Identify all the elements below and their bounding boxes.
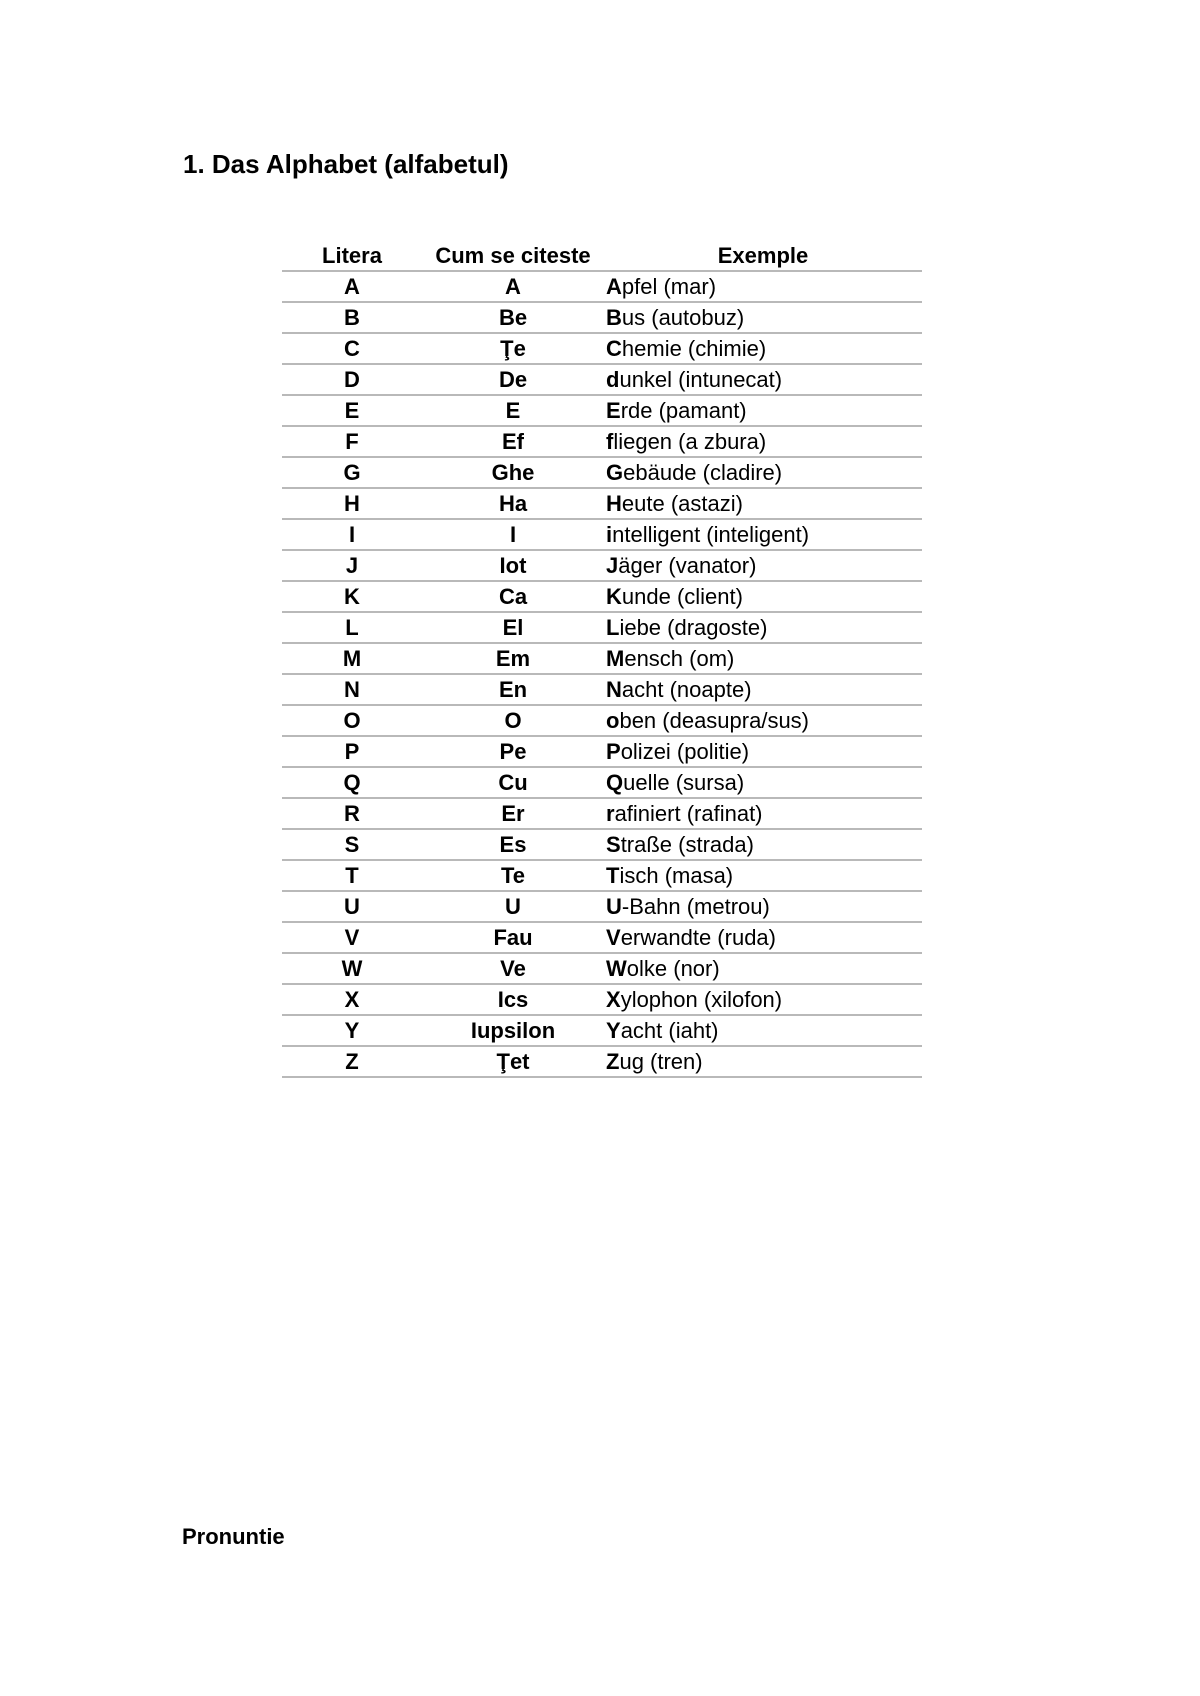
table-row bbox=[282, 953, 922, 984]
letter-cell: J bbox=[282, 550, 422, 581]
table-row bbox=[282, 736, 922, 767]
letter-cell: I bbox=[282, 519, 422, 550]
example-text: isch (masa) bbox=[619, 863, 734, 888]
example-cell bbox=[604, 364, 922, 395]
alphabet-table bbox=[282, 241, 922, 1078]
example-cell bbox=[604, 922, 922, 953]
example-text: unde (client) bbox=[621, 584, 743, 609]
example-cell bbox=[604, 271, 922, 302]
example-initial: f bbox=[606, 429, 614, 454]
column-header-reading: Cum se citeste bbox=[422, 241, 604, 271]
table-row bbox=[282, 426, 922, 457]
table-row bbox=[282, 333, 922, 364]
example-text: -Bahn (metrou) bbox=[621, 894, 770, 919]
reading-cell: Ha bbox=[422, 488, 604, 519]
example-initial: U bbox=[606, 894, 622, 919]
example-initial: W bbox=[606, 956, 627, 981]
table-row bbox=[282, 457, 922, 488]
table-row bbox=[282, 302, 922, 333]
table-row bbox=[282, 395, 922, 426]
example-text: ebäude (cladire) bbox=[623, 460, 783, 485]
letter-cell: B bbox=[282, 302, 422, 333]
example-cell bbox=[604, 519, 922, 550]
example-text: ben (deasupra/sus) bbox=[619, 708, 810, 733]
example-text: rde (pamant) bbox=[620, 398, 747, 423]
letter-cell: K bbox=[282, 581, 422, 612]
table-row bbox=[282, 581, 922, 612]
example-text: iebe (dragoste) bbox=[619, 615, 768, 640]
example-cell bbox=[604, 891, 922, 922]
reading-cell: Ghe bbox=[422, 457, 604, 488]
letter-cell: M bbox=[282, 643, 422, 674]
reading-cell: E bbox=[422, 395, 604, 426]
reading-cell: Iupsilon bbox=[422, 1015, 604, 1046]
table-row bbox=[282, 1046, 922, 1077]
reading-cell: Cu bbox=[422, 767, 604, 798]
letter-cell: Q bbox=[282, 767, 422, 798]
example-text: acht (iaht) bbox=[620, 1018, 719, 1043]
example-initial: B bbox=[606, 305, 622, 330]
example-text: unkel (intunecat) bbox=[619, 367, 783, 392]
example-initial: K bbox=[606, 584, 622, 609]
example-cell bbox=[604, 953, 922, 984]
example-initial: r bbox=[606, 801, 615, 826]
letter-cell: R bbox=[282, 798, 422, 829]
letter-cell: U bbox=[282, 891, 422, 922]
example-text: acht (noapte) bbox=[621, 677, 752, 702]
letter-cell: G bbox=[282, 457, 422, 488]
reading-cell: Em bbox=[422, 643, 604, 674]
letter-cell: O bbox=[282, 705, 422, 736]
table-header bbox=[282, 241, 922, 271]
example-initial: S bbox=[606, 832, 621, 857]
reading-cell: Es bbox=[422, 829, 604, 860]
letter-cell: N bbox=[282, 674, 422, 705]
example-initial: H bbox=[606, 491, 622, 516]
reading-cell: A bbox=[422, 271, 604, 302]
reading-cell: O bbox=[422, 705, 604, 736]
example-text: liegen (a zbura) bbox=[613, 429, 767, 454]
reading-cell: Fau bbox=[422, 922, 604, 953]
example-initial: d bbox=[606, 367, 620, 392]
example-initial: X bbox=[606, 987, 621, 1012]
example-initial: P bbox=[606, 739, 621, 764]
letter-cell: P bbox=[282, 736, 422, 767]
example-text: hemie (chimie) bbox=[621, 336, 767, 361]
example-text: olizei (politie) bbox=[620, 739, 750, 764]
example-initial: i bbox=[606, 522, 613, 547]
example-text: erwandte (ruda) bbox=[620, 925, 776, 950]
reading-cell: El bbox=[422, 612, 604, 643]
example-cell bbox=[604, 302, 922, 333]
letter-cell: D bbox=[282, 364, 422, 395]
reading-cell: De bbox=[422, 364, 604, 395]
letter-cell: Z bbox=[282, 1046, 422, 1077]
example-cell bbox=[604, 488, 922, 519]
column-header-letter: Litera bbox=[282, 241, 422, 271]
table-row bbox=[282, 798, 922, 829]
example-text: ylophon (xilofon) bbox=[620, 987, 783, 1012]
table-row bbox=[282, 519, 922, 550]
example-cell bbox=[604, 1046, 922, 1077]
table-row bbox=[282, 550, 922, 581]
example-initial: Z bbox=[606, 1049, 620, 1074]
example-cell bbox=[604, 395, 922, 426]
table-row bbox=[282, 674, 922, 705]
reading-cell: En bbox=[422, 674, 604, 705]
table-row bbox=[282, 891, 922, 922]
example-text: afiniert (rafinat) bbox=[614, 801, 763, 826]
reading-cell: Ca bbox=[422, 581, 604, 612]
example-cell bbox=[604, 736, 922, 767]
example-initial: L bbox=[606, 615, 620, 640]
example-initial: E bbox=[606, 398, 621, 423]
letter-cell: C bbox=[282, 333, 422, 364]
table-row bbox=[282, 488, 922, 519]
section-heading: Pronuntie bbox=[182, 1524, 285, 1549]
example-initial: Q bbox=[606, 770, 624, 795]
example-text: ensch (om) bbox=[624, 646, 735, 671]
example-initial: J bbox=[606, 553, 619, 578]
example-cell bbox=[604, 550, 922, 581]
example-cell bbox=[604, 860, 922, 891]
example-cell bbox=[604, 1015, 922, 1046]
example-initial: A bbox=[606, 274, 622, 299]
example-text: eute (astazi) bbox=[621, 491, 743, 516]
table-row bbox=[282, 829, 922, 860]
letter-cell: W bbox=[282, 953, 422, 984]
letter-cell: A bbox=[282, 271, 422, 302]
reading-cell: Be bbox=[422, 302, 604, 333]
example-cell bbox=[604, 984, 922, 1015]
example-cell bbox=[604, 581, 922, 612]
reading-cell: Pe bbox=[422, 736, 604, 767]
table-row bbox=[282, 364, 922, 395]
table-header-row bbox=[282, 241, 922, 271]
column-header-examples: Exemple bbox=[604, 241, 922, 271]
letter-cell: V bbox=[282, 922, 422, 953]
example-initial: V bbox=[606, 925, 621, 950]
example-initial: N bbox=[606, 677, 622, 702]
example-cell bbox=[604, 798, 922, 829]
letter-cell: X bbox=[282, 984, 422, 1015]
page-title: 1. Das Alphabet (alfabetul) bbox=[183, 149, 509, 179]
letter-cell: E bbox=[282, 395, 422, 426]
example-initial: M bbox=[606, 646, 625, 671]
example-initial: Y bbox=[606, 1018, 621, 1043]
table-row bbox=[282, 922, 922, 953]
letter-cell: F bbox=[282, 426, 422, 457]
example-text: pfel (mar) bbox=[621, 274, 717, 299]
example-initial: T bbox=[606, 863, 620, 888]
example-cell bbox=[604, 643, 922, 674]
table-row bbox=[282, 984, 922, 1015]
example-cell bbox=[604, 612, 922, 643]
example-text: traße (strada) bbox=[620, 832, 754, 857]
example-text: äger (vanator) bbox=[618, 553, 757, 578]
reading-cell: Te bbox=[422, 860, 604, 891]
reading-cell: I bbox=[422, 519, 604, 550]
reading-cell: Ics bbox=[422, 984, 604, 1015]
table-row bbox=[282, 705, 922, 736]
reading-cell: U bbox=[422, 891, 604, 922]
reading-cell: Iot bbox=[422, 550, 604, 581]
example-cell bbox=[604, 333, 922, 364]
example-cell bbox=[604, 426, 922, 457]
reading-cell: Er bbox=[422, 798, 604, 829]
reading-cell: Ţet bbox=[422, 1046, 604, 1077]
letter-cell: T bbox=[282, 860, 422, 891]
example-initial: G bbox=[606, 460, 624, 485]
example-initial: o bbox=[606, 708, 620, 733]
table-body bbox=[282, 271, 922, 1077]
reading-cell: Ţe bbox=[422, 333, 604, 364]
table-row bbox=[282, 767, 922, 798]
table-row bbox=[282, 612, 922, 643]
example-cell bbox=[604, 829, 922, 860]
letter-cell: H bbox=[282, 488, 422, 519]
example-initial: C bbox=[606, 336, 622, 361]
table-row bbox=[282, 860, 922, 891]
table-row bbox=[282, 643, 922, 674]
table-row bbox=[282, 1015, 922, 1046]
example-cell bbox=[604, 674, 922, 705]
table-row bbox=[282, 271, 922, 302]
example-cell bbox=[604, 457, 922, 488]
reading-cell: Ef bbox=[422, 426, 604, 457]
example-text: us (autobuz) bbox=[621, 305, 745, 330]
letter-cell: S bbox=[282, 829, 422, 860]
example-text: olke (nor) bbox=[626, 956, 720, 981]
letter-cell: Y bbox=[282, 1015, 422, 1046]
example-text: ntelligent (inteligent) bbox=[612, 522, 810, 547]
example-cell bbox=[604, 767, 922, 798]
example-text: ug (tren) bbox=[619, 1049, 703, 1074]
example-text: uelle (sursa) bbox=[623, 770, 745, 795]
letter-cell: L bbox=[282, 612, 422, 643]
reading-cell: Ve bbox=[422, 953, 604, 984]
example-cell bbox=[604, 705, 922, 736]
